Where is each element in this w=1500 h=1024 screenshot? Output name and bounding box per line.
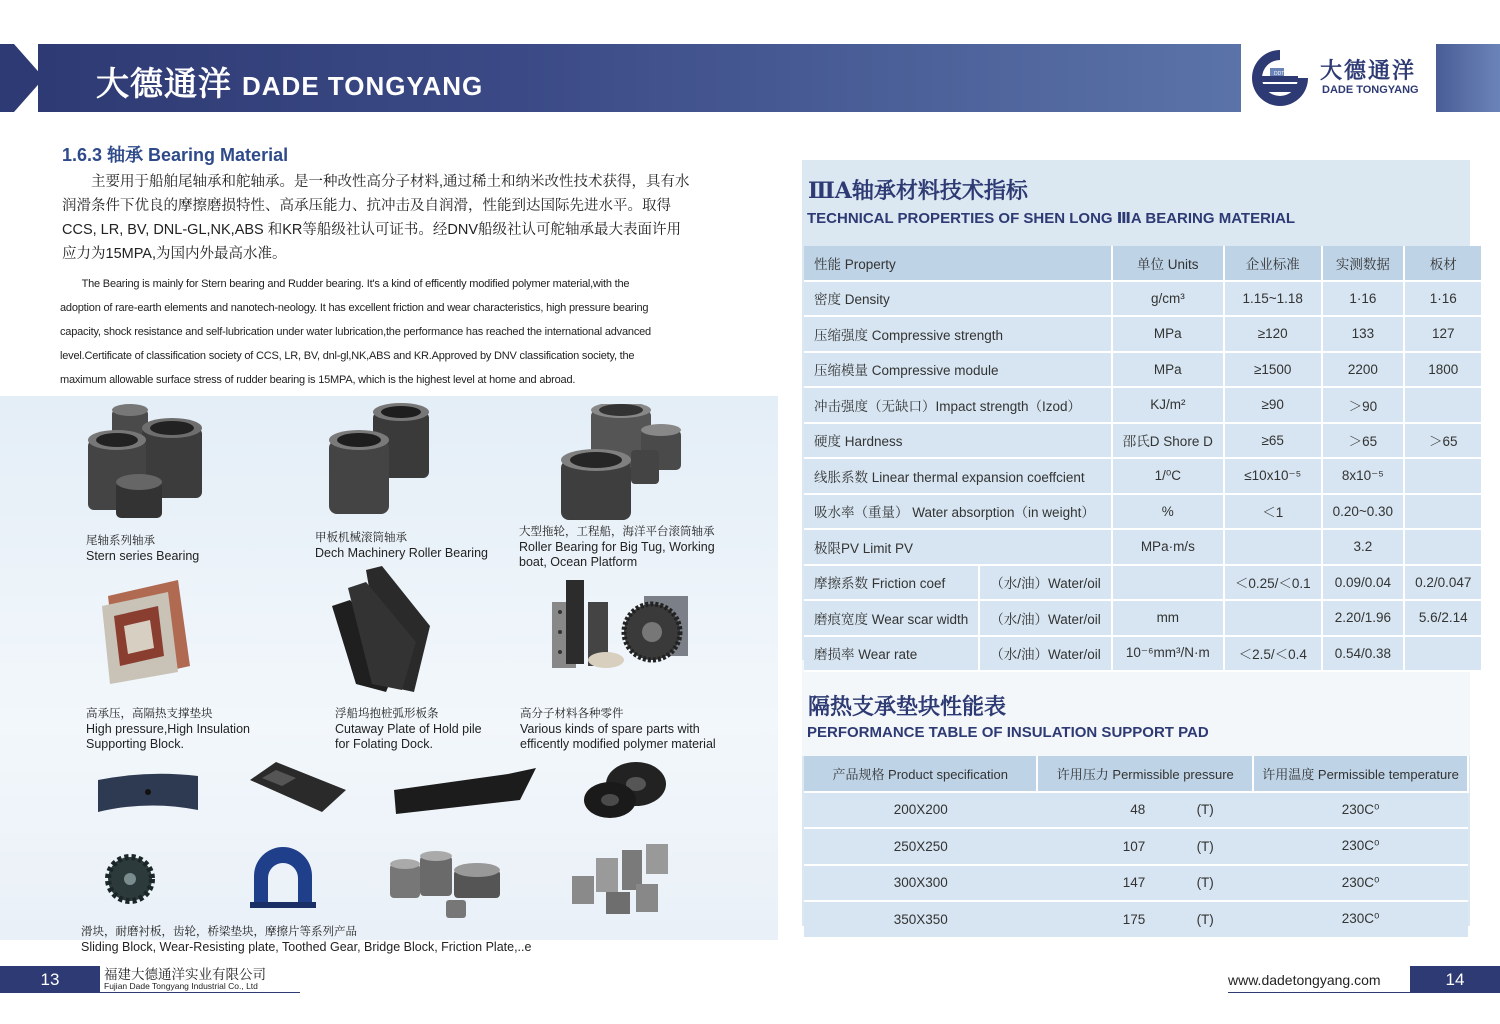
header-title-zh: 大德通洋 [96, 65, 232, 102]
cell-plate [1404, 529, 1482, 565]
table-row [804, 600, 1482, 636]
cell-property: 压缩强度 Compressive strength [804, 316, 1112, 352]
caption-deck-roller [315, 531, 488, 561]
table-row [804, 865, 1468, 902]
cell-standard: ≥90 [1224, 387, 1322, 423]
cell-standard: ≥65 [1224, 423, 1322, 459]
caption-en: Various kinds of spare parts with [520, 722, 700, 736]
cell-unit: 邵氏D Shore D [1112, 423, 1224, 459]
spare-parts-image [548, 576, 693, 676]
cell-plate [1404, 387, 1482, 423]
cell-unit: 1/⁰C [1112, 458, 1224, 494]
caption-en: Cutaway Plate of Hold pile [335, 722, 482, 736]
cell-measured: 2.20/1.96 [1322, 600, 1404, 636]
cell-measured: 8x10⁻⁵ [1322, 458, 1404, 494]
caption-zh: 甲板机械滚筒轴承 [315, 532, 407, 544]
insulation-table-title-en: PERFORMANCE TABLE OF INSULATION SUPPORT PAD [807, 724, 1209, 741]
header-temperature: 许用温度 Permissible temperature [1253, 756, 1468, 792]
cell-standard: ＜2.5/＜0.4 [1224, 636, 1322, 672]
caption-zh: 高分子材料各种零件 [520, 708, 624, 720]
cell-measured: 2200 [1322, 352, 1404, 388]
cell-property: 磨痕宽度 Wear scar width [804, 600, 979, 636]
caption-en: efficently modified polymer material [520, 737, 716, 751]
cell-property: 冲击强度（无缺口）Impact strength（Izod） [804, 387, 1112, 423]
desc-en-line: level.Certificate of classification society of CCS, LR, BV, dnl-gl,NK,ABS and KR.Approved by DNV classification society, the [60, 350, 635, 362]
cell-unit: g/cm³ [1112, 281, 1224, 317]
caption-zh: 滑块，耐磨衬板，齿轮，桥梁垫块，摩擦片等系列产品 [81, 926, 357, 938]
cell-spec: 300X300 [804, 865, 1037, 902]
cell-plate [1404, 494, 1482, 530]
caption-zh: 尾轴系列轴承 [86, 535, 155, 547]
page-number-right: 14 [1410, 966, 1500, 993]
caption-zh: 浮船坞抱桩弧形板条 [335, 708, 439, 720]
cell-measured: 3.2 [1322, 529, 1404, 565]
header-measured: 实测数据 [1322, 246, 1404, 281]
description-en [60, 272, 700, 392]
cell-measured: 0.54/0.38 [1322, 636, 1404, 672]
cell-temp: 230C⁰ [1253, 828, 1468, 865]
cell-measured: ＞90 [1322, 387, 1404, 423]
cell-unit: % [1112, 494, 1224, 530]
cell-plate [1404, 636, 1482, 672]
cell-standard: 1.15~1.18 [1224, 281, 1322, 317]
cell-plate: 1·16 [1404, 281, 1482, 317]
cell-standard [1224, 600, 1322, 636]
desc-en-line: adoption of rare-earth elements and nanotech-neology. It has excellent friction and wear characteristics, high pressure bearing [60, 302, 649, 314]
cell-property: 线胀系数 Linear thermal expansion coeffcient [804, 458, 1112, 494]
table-header-row [804, 756, 1468, 792]
desc-zh-line: 主要用于船舶尾轴承和舵轴承。是一种改性高分子材料,通过稀土和纳米改性技术获得，具有水 [62, 174, 690, 190]
caption-misc-products [81, 925, 531, 955]
stern-bearing-image [82, 400, 222, 530]
caption-en: for Folating Dock. [335, 737, 433, 751]
caption-en: Supporting Block. [86, 737, 184, 751]
header-right-band [1436, 44, 1500, 112]
logo-text-en: DADE TONGYANG [1322, 84, 1419, 96]
cell-property: 摩擦系数 Friction coef [804, 565, 979, 601]
header-units: 单位 Units [1112, 246, 1224, 281]
caption-en: Stern series Bearing [86, 549, 200, 563]
sliding-block-image [94, 770, 202, 816]
table-row [804, 565, 1482, 601]
cell-standard: ≤10x10⁻⁵ [1224, 458, 1322, 494]
table-row [804, 316, 1482, 352]
caption-en: High pressure,High Insulation [86, 722, 250, 736]
insulation-support-table [804, 756, 1469, 939]
cell-standard: ≥120 [1224, 316, 1322, 352]
cell-condition: （水/油）Water/oil [979, 565, 1112, 601]
roller-bearing-big-tug-image [555, 404, 685, 524]
cell-property: 硬度 Hardness [804, 423, 1112, 459]
caption-support-block [86, 707, 250, 752]
cell-standard [1224, 529, 1322, 565]
cell-measured: 133 [1322, 316, 1404, 352]
footer-divider-right [1228, 992, 1410, 993]
header-spec: 产品规格 Product specification [804, 756, 1037, 792]
cell-unit: KJ/m² [1112, 387, 1224, 423]
cutaway-plate-image [326, 566, 436, 694]
cell-spec: 350X350 [804, 901, 1037, 938]
caption-en: boat, Ocean Platform [519, 555, 638, 569]
table-row [804, 387, 1482, 423]
desc-en-line: The Bearing is mainly for Stern bearing and Rudder bearing. It's a kind of efficently modified polymer material,with the [60, 278, 630, 290]
page-number-left: 13 [0, 966, 100, 993]
cell-pressure-unit: (T) [1157, 901, 1253, 938]
cell-spec: 250X250 [804, 828, 1037, 865]
cell-pressure: 175 [1037, 901, 1157, 938]
cell-temp: 230C⁰ [1253, 792, 1468, 829]
cell-unit: mm [1112, 600, 1224, 636]
desc-zh-line: 润滑条件下优良的摩擦磨损特性、高承压能力、抗冲击及自润滑，性能到达国际先进水平。取得 [62, 198, 671, 214]
ship-logo-icon [1248, 46, 1312, 110]
cell-standard: ＜1 [1224, 494, 1322, 530]
cell-temp: 230C⁰ [1253, 865, 1468, 902]
bridge-bracket-image [248, 846, 318, 910]
caption-zh: 高承压，高隔热支撑垫块 [86, 708, 213, 720]
cell-pressure: 107 [1037, 828, 1157, 865]
footer-divider-left [100, 992, 300, 993]
support-block-image [98, 576, 198, 686]
section-title: 1.6.3 轴承 Bearing Material [62, 145, 289, 165]
desc-en-line: maximum allowable surface stress of rudder bearing is 15MPA, which is the highest level at home and abroad. [60, 374, 576, 386]
cell-pressure: 48 [1037, 792, 1157, 829]
cell-plate: 1800 [1404, 352, 1482, 388]
table-row [804, 281, 1482, 317]
insulation-table-title-zh: 隔热支承垫块性能表 [808, 694, 1007, 719]
table-row [804, 352, 1482, 388]
table-header-row [804, 246, 1482, 281]
header-plate: 板材 [1404, 246, 1482, 281]
caption-en: Sliding Block, Wear-Resisting plate, Toothed Gear, Bridge Block, Friction Plate,..e [81, 940, 532, 954]
table-row [804, 458, 1482, 494]
tech-table-title-en: TECHNICAL PROPERTIES OF SHEN LONG ⅢA BEARING MATERIAL [807, 210, 1296, 227]
cell-pressure-unit: (T) [1157, 792, 1253, 829]
header-standard: 企业标准 [1224, 246, 1322, 281]
deck-roller-bearing-image [325, 402, 435, 522]
metal-fittings-image [566, 840, 676, 920]
header-title-en: DADE TONGYANG [242, 71, 484, 101]
cell-property: 磨损率 Wear rate [804, 636, 979, 672]
cell-standard: ＜0.25/＜0.1 [1224, 565, 1322, 601]
bridge-block-image [388, 766, 540, 818]
table-row [804, 529, 1482, 565]
caption-spare-parts [520, 707, 716, 752]
caption-big-tug [519, 525, 715, 570]
cell-plate: 0.2/0.047 [1404, 565, 1482, 601]
bushing-set-image [384, 850, 504, 922]
tech-table-title-zh: ⅢA轴承材料技术指标 [808, 178, 1028, 204]
cell-property: 极限PV Limit PV [804, 529, 1112, 565]
cell-spec: 200X200 [804, 792, 1037, 829]
desc-en-line: capacity, shock resistance and self-lubrication under water lubrication,the performance has reached the international advanced [60, 326, 651, 338]
cell-unit [1112, 565, 1224, 601]
table-row [804, 494, 1482, 530]
cell-plate: ＞65 [1404, 423, 1482, 459]
cell-measured: 0.09/0.04 [1322, 565, 1404, 601]
cell-property: 吸水率（重量） Water absorption（in weight） [804, 494, 1112, 530]
cell-property: 密度 Density [804, 281, 1112, 317]
cell-pressure: 147 [1037, 865, 1157, 902]
cell-measured: 1·16 [1322, 281, 1404, 317]
pulley-wheels-image [578, 760, 678, 822]
cell-unit: MPa [1112, 316, 1224, 352]
cell-plate [1404, 458, 1482, 494]
logo-text-zh: 大德通洋 [1320, 58, 1417, 83]
caption-en: Roller Bearing for Big Tug, Working [519, 540, 715, 554]
cell-measured: 0.20~0.30 [1322, 494, 1404, 530]
wear-resisting-plate-image [246, 760, 350, 814]
table-row [804, 423, 1482, 459]
technical-properties-table [804, 246, 1483, 672]
description-zh [62, 170, 702, 266]
table-row [804, 636, 1482, 672]
caption-zh: 大型拖轮，工程船，海洋平台滚筒轴承 [519, 526, 715, 538]
cell-unit: MPa [1112, 352, 1224, 388]
caption-cutaway-plate [335, 707, 482, 752]
cell-pressure-unit: (T) [1157, 865, 1253, 902]
cell-property: 压缩模量 Compressive module [804, 352, 1112, 388]
logo-mark-text: DDTY [1274, 71, 1288, 77]
cell-standard: ≥1500 [1224, 352, 1322, 388]
toothed-gear-image [100, 852, 160, 906]
desc-zh-line: CCS, LR, BV, DNL-GL,NK,ABS 和KR等船级社认可证书。经DNV船级社认可舵轴承最大表面许用 [62, 222, 682, 238]
cell-plate: 127 [1404, 316, 1482, 352]
website-link[interactable]: www.dadetongyang.com [1228, 972, 1381, 988]
cell-measured: ＞65 [1322, 423, 1404, 459]
table-row [804, 901, 1468, 938]
table-row [804, 792, 1468, 829]
caption-stern-bearing [86, 534, 199, 564]
cell-condition: （水/油）Water/oil [979, 636, 1112, 672]
cell-plate: 5.6/2.14 [1404, 600, 1482, 636]
cell-pressure-unit: (T) [1157, 828, 1253, 865]
cell-unit: MPa·m/s [1112, 529, 1224, 565]
cell-condition: （水/油）Water/oil [979, 600, 1112, 636]
caption-en: Dech Machinery Roller Bearing [315, 546, 488, 560]
cell-unit: 10⁻⁶mm³/N·m [1112, 636, 1224, 672]
company-name-zh: 福建大德通洋实业有限公司 [104, 967, 266, 982]
header-title [96, 58, 483, 105]
header-property: 性能 Property [804, 246, 1112, 281]
desc-zh-line: 应力为15MPA,为国内外最高水准。 [62, 246, 287, 262]
cell-temp: 230C⁰ [1253, 901, 1468, 938]
table-row [804, 828, 1468, 865]
company-name-en: Fujian Dade Tongyang Industrial Co., Ltd [104, 981, 258, 991]
header-pressure: 许用压力 Permissible pressure [1037, 756, 1253, 792]
